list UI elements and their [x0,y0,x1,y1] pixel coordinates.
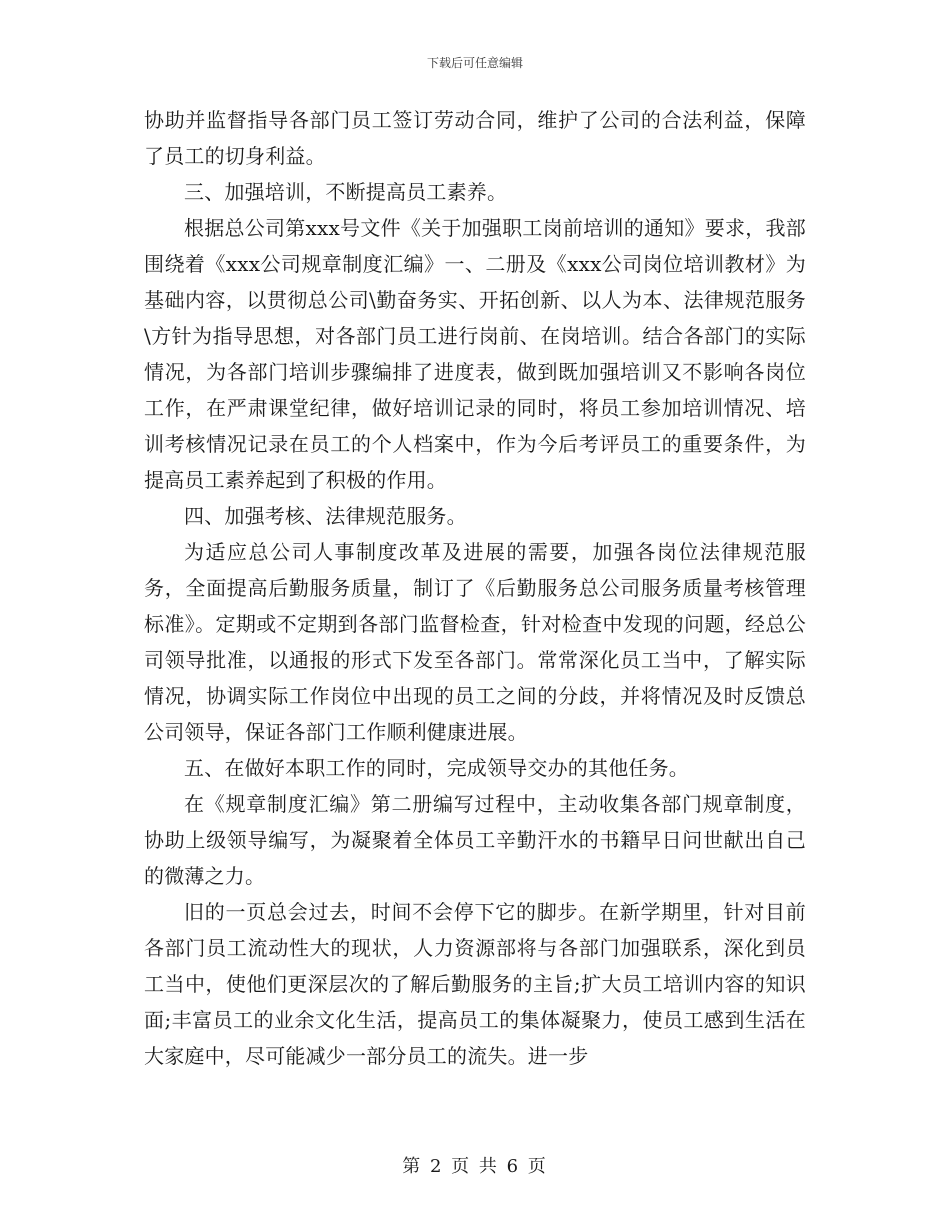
section-heading-other-tasks: 五、在做好本职工作的同时，完成领导交办的其他任务。 [184,756,689,780]
section-heading-assessment: 四、加强考核、法律规范服务。 [184,504,467,528]
paragraph-training: 根据总公司第xxx号文件《关于加强职工岗前培训的通知》要求，我部围绕着《xxx公司规章制度汇编》一、二册及《xxx公司岗位培训教材》为基础内容，以贯彻总公司\勤奋务实、开拓创新、以人为本、法律规范服务\方针为指导思想，对各部门员工进行岗前、在岗培训。结合各部门的实际情况，为各部门培训步骤编排了进度表，做到既加强培训又不影响各岗位工作，在严肃课堂纪律，做好培训记录的同时，将员工参加培训情况、培训考核情况记录在员工的个人档案中，作为今后考评员工的重要条件，为提高员工素养起到了积极的作用。 [144,216,806,492]
paragraph-assessment: 为适应总公司人事制度改革及进展的需要，加强各岗位法律规范服务，全面提高后勤服务质量，制订了《后勤服务总公司服务质量考核管理标准》。定期或不定期到各部门监督检查，针对检查中发现的问题，经总公司领导批准，以通报的形式下发至各部门。常常深化员工当中，了解实际情况，协调实际工作岗位中出现的员工之间的分歧，并将情况及时反馈总公司领导，保证各部门工作顺利健康进展。 [144,540,806,744]
document-body [144,102,806,1074]
section-heading-training: 三、加强培训，不断提高员工素养。 [184,180,508,204]
paragraph-outlook: 旧的一页总会过去，时间不会停下它的脚步。在新学期里，针对目前各部门员工流动性大的现状，人力资源部将与各部门加强联系，深化到员工当中，使他们更深层次的了解后勤服务的主旨;扩大员工培训内容的知识面;丰富员工的业余文化生活，提高员工的集体凝聚力，使员工感到生活在大家庭中，尽可能减少一部分员工的流失。进一步 [144,900,806,1068]
paragraph-other-tasks: 在《规章制度汇编》第二册编写过程中，主动收集各部门规章制度，协助上级领导编写，为凝聚着全体员工辛勤汗水的书籍早日问世献出自己的微薄之力。 [144,792,806,888]
page-header-note: 下载后可任意编辑 [426,56,523,70]
page-number: 第 2 页 共 6 页 [402,1156,548,1177]
paragraph-continuation: 协助并监督指导各部门员工签订劳动合同，维护了公司的合法利益，保障了员工的切身利益。 [144,108,806,168]
